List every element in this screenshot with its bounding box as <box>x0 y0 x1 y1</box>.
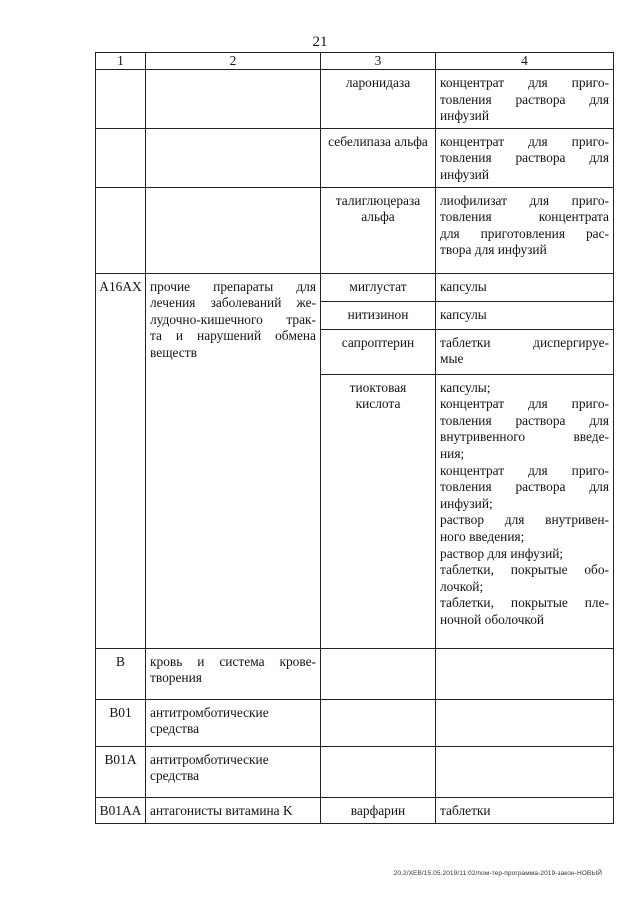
table-header-row <box>96 53 614 70</box>
group-description: антагонисты витамина K <box>146 797 321 823</box>
atc-code: B01AA <box>96 797 146 823</box>
atc-code: B <box>96 648 146 699</box>
table-row <box>96 648 614 699</box>
form-cell: лиофилизат для приго- товления концентрата для приготовления рас- твора для инфузий <box>436 187 614 273</box>
inn-cell: тиоктовая кислота <box>321 374 436 648</box>
group-description: антитромботические средства <box>146 746 321 797</box>
form-cell: капсулы; концентрат для приго- товления раствора для внутривенного введе- ния; концентрат для приго- товления раствора для инфузий; раствор для внутривен- ного введения; раствор для инфузий; таблетки, покрытые обо- лочкой; таблетки, покрытые пле- ночной оболочкой <box>436 374 614 648</box>
drug-table <box>95 52 614 824</box>
table-row <box>96 70 614 129</box>
table-row <box>96 699 614 746</box>
form-cell: таблетки <box>436 797 614 823</box>
inn-cell: талиглюцераза альфа <box>321 187 436 273</box>
col-4-header: 4 <box>436 53 614 70</box>
inn-cell: варфарин <box>321 797 436 823</box>
inn-cell: нитизинон <box>321 301 436 329</box>
atc-code: A16AX <box>96 273 146 648</box>
inn-cell: ларонидаза <box>321 70 436 129</box>
group-description: антитромботические средства <box>146 699 321 746</box>
col-1-header: 1 <box>96 53 146 70</box>
col-3-header: 3 <box>321 53 436 70</box>
table-row <box>96 746 614 797</box>
document-footer: 20.2/ХЕВ/15.05.2019/11:02/пом-тер-программа-2019-закон-НОВЫЙ <box>393 870 602 877</box>
inn-cell: миглустат <box>321 273 436 301</box>
atc-code: B01 <box>96 699 146 746</box>
table-row <box>96 128 614 187</box>
form-cell: таблетки диспергируе- мые <box>436 329 614 374</box>
inn-cell: сапроптерин <box>321 329 436 374</box>
group-description: прочие препараты для лечения заболеваний же- лудочно-кишечного трак- та и нарушений обмена веществ <box>146 273 321 648</box>
atc-code: B01A <box>96 746 146 797</box>
group-description: кровь и система крове- творения <box>146 648 321 699</box>
form-cell: концентрат для приго- товления раствора для инфузий <box>436 128 614 187</box>
page-number: 21 <box>312 34 328 50</box>
table-row <box>96 187 614 273</box>
table-row <box>96 797 614 823</box>
form-cell: капсулы <box>436 273 614 301</box>
table-row <box>96 273 614 301</box>
inn-cell: себелипаза альфа <box>321 128 436 187</box>
col-2-header: 2 <box>146 53 321 70</box>
form-cell: концентрат для приго- товления раствора для инфузий <box>436 70 614 129</box>
form-cell: капсулы <box>436 301 614 329</box>
